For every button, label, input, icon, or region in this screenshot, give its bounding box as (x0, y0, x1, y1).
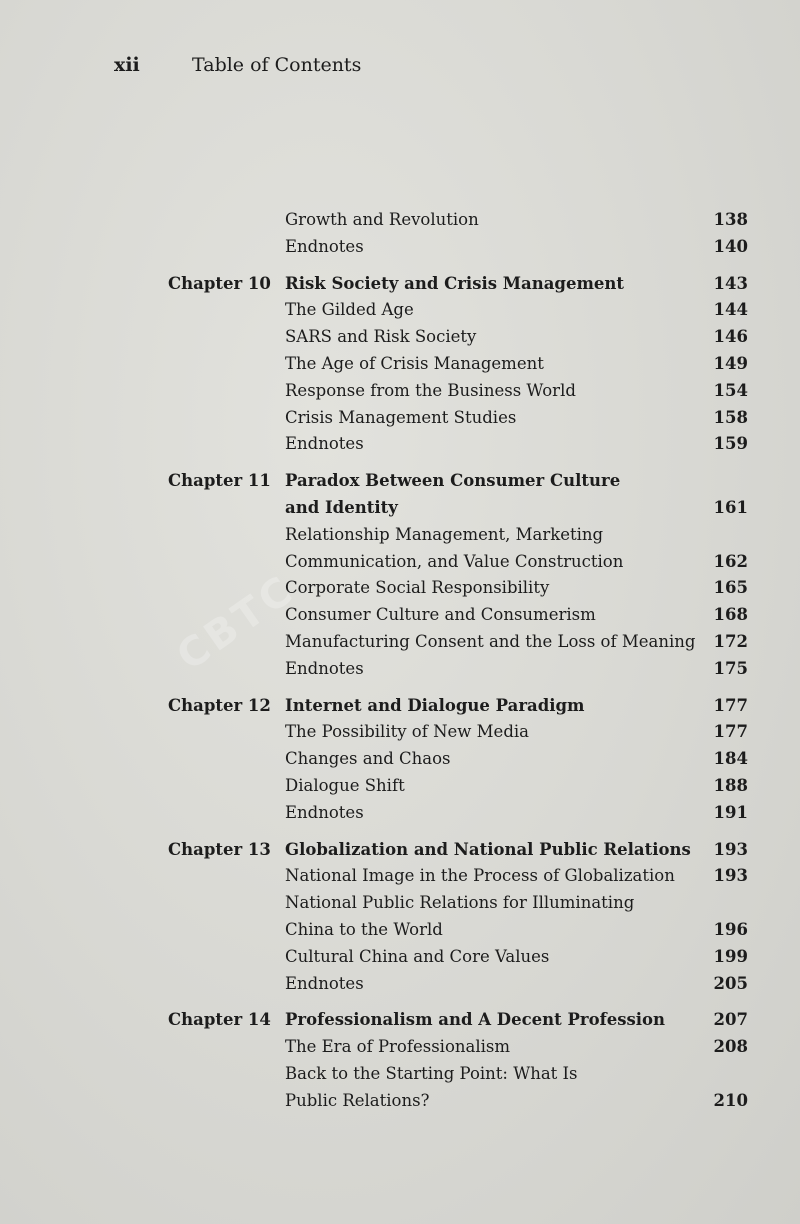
toc-page-number: 168 (713, 605, 748, 625)
toc-entry-title: Dialogue Shift (285, 775, 405, 795)
toc-entry-title: The Gilded Age (285, 300, 414, 320)
toc-entry-title: China to the World (285, 919, 443, 939)
toc-entry-title: Public Relations? (285, 1090, 430, 1110)
toc-entry (0, 773, 800, 800)
toc-entry-title: Response from the Business World (285, 380, 576, 400)
watermark: CBTC (168, 566, 304, 680)
toc-page-number: 199 (713, 946, 748, 966)
toc-entry-title: Crisis Management Studies (285, 407, 517, 427)
toc-entry-title: Relationship Management, Marketing (285, 524, 604, 544)
toc-entry (0, 1088, 800, 1115)
toc-entry-title: Endnotes (285, 973, 364, 993)
toc-entry-title: Manufacturing Consent and the Loss of Meaning (285, 631, 696, 651)
page-title: Table of Contents (192, 54, 362, 76)
toc-entry (0, 549, 800, 576)
section-spacer (0, 683, 800, 693)
toc-entry (0, 629, 800, 656)
toc-entry (0, 468, 800, 495)
toc-chapter-label: Chapter 11 (168, 471, 271, 491)
toc-entry (0, 351, 800, 378)
toc-entry (0, 1007, 800, 1034)
toc-page-number: 193 (713, 839, 748, 859)
toc-entry-title: Endnotes (285, 434, 364, 454)
toc-page-number: 162 (713, 551, 748, 571)
toc-entry-title: Endnotes (285, 236, 364, 256)
toc-page-number: 140 (713, 236, 748, 256)
toc-entry-title: The Age of Crisis Management (285, 353, 544, 373)
toc-entry-title: Changes and Chaos (285, 749, 451, 769)
page-folio: xii (114, 54, 140, 76)
toc-page-number: 207 (713, 1010, 748, 1030)
toc-page-number: 177 (713, 695, 748, 715)
toc-page-number: 149 (713, 353, 748, 373)
toc-entry (0, 575, 800, 602)
section-spacer (0, 827, 800, 837)
toc-page-number: 154 (713, 380, 748, 400)
toc-entry (0, 1034, 800, 1061)
toc-entry (0, 602, 800, 629)
toc-chapter-label: Chapter 13 (168, 839, 271, 859)
toc-entry (0, 863, 800, 890)
toc-page-number: 188 (713, 775, 748, 795)
toc-entry (0, 378, 800, 405)
toc-entry (0, 800, 800, 827)
toc-entry (0, 1061, 800, 1088)
toc-page-number: 196 (713, 919, 748, 939)
toc-entry (0, 656, 800, 683)
toc-entry (0, 837, 800, 864)
toc-entry (0, 522, 800, 549)
section-spacer (0, 997, 800, 1007)
toc-entry (0, 431, 800, 458)
toc-page-number: 165 (713, 578, 748, 598)
toc-entry (0, 495, 800, 522)
toc-chapter-label: Chapter 12 (168, 695, 271, 715)
toc-page-number: 158 (713, 407, 748, 427)
toc-page-number: 159 (713, 434, 748, 454)
toc-entry (0, 693, 800, 720)
toc-page-number: 177 (713, 722, 748, 742)
toc-entry-title: Consumer Culture and Consumerism (285, 605, 596, 625)
toc-entry (0, 746, 800, 773)
toc-entry-title: Cultural China and Core Values (285, 946, 550, 966)
toc-entry (0, 234, 800, 261)
toc-entry-title: Endnotes (285, 802, 364, 822)
toc-page-number: 172 (713, 631, 748, 651)
toc-entry-title: National Public Relations for Illuminating (285, 893, 635, 913)
toc-entry (0, 971, 800, 998)
toc-entry-title: The Possibility of New Media (285, 722, 530, 742)
toc-entry-title: Risk Society and Crisis Management (285, 273, 625, 293)
toc-page-number: 143 (713, 273, 748, 293)
toc-entry (0, 890, 800, 917)
toc-entry (0, 271, 800, 298)
toc-entry-title: Communication, and Value Construction (285, 551, 624, 571)
toc-page-number: 184 (713, 749, 748, 769)
toc-page-number: 210 (713, 1090, 748, 1110)
toc-page-number: 138 (713, 210, 748, 229)
section-spacer (0, 261, 800, 271)
toc-page-number: 144 (713, 300, 748, 320)
section-spacer (0, 458, 800, 468)
toc-page-number: 161 (713, 497, 748, 517)
toc-entry (0, 207, 800, 234)
toc-entry-title: Endnotes (285, 658, 364, 678)
running-head (114, 54, 361, 76)
toc-entry-title: Globalization and National Public Relations (285, 839, 691, 859)
toc-entry (0, 719, 800, 746)
table-of-contents (0, 207, 800, 1115)
toc-page-number: 191 (713, 802, 748, 822)
toc-entry (0, 297, 800, 324)
toc-chapter-label: Chapter 10 (168, 273, 271, 293)
toc-page-number: 193 (713, 866, 748, 886)
toc-page-number: 175 (713, 658, 748, 678)
toc-entry-title: Internet and Dialogue Paradigm (285, 695, 585, 715)
toc-page-number: 208 (713, 1037, 748, 1057)
toc-entry-title: Professionalism and A Decent Profession (285, 1010, 666, 1030)
toc-entry-title: SARS and Risk Society (285, 327, 477, 347)
toc-entry-title: and Identity (285, 497, 398, 517)
toc-entry (0, 324, 800, 351)
toc-page-number: 146 (713, 327, 748, 347)
toc-entry-title: Paradox Between Consumer Culture (285, 471, 621, 491)
toc-page-number: 205 (713, 973, 748, 993)
toc-entry (0, 917, 800, 944)
toc-entry-title: Growth and Revolution (285, 210, 479, 229)
toc-chapter-label: Chapter 14 (168, 1010, 271, 1030)
toc-entry-title: Corporate Social Responsibility (285, 578, 550, 598)
toc-entry-title: The Era of Professionalism (285, 1037, 511, 1057)
toc-entry-title: National Image in the Process of Globalization (285, 866, 675, 886)
toc-entry (0, 405, 800, 432)
toc-entry-title: Back to the Starting Point: What Is (285, 1063, 578, 1083)
toc-entry (0, 944, 800, 971)
